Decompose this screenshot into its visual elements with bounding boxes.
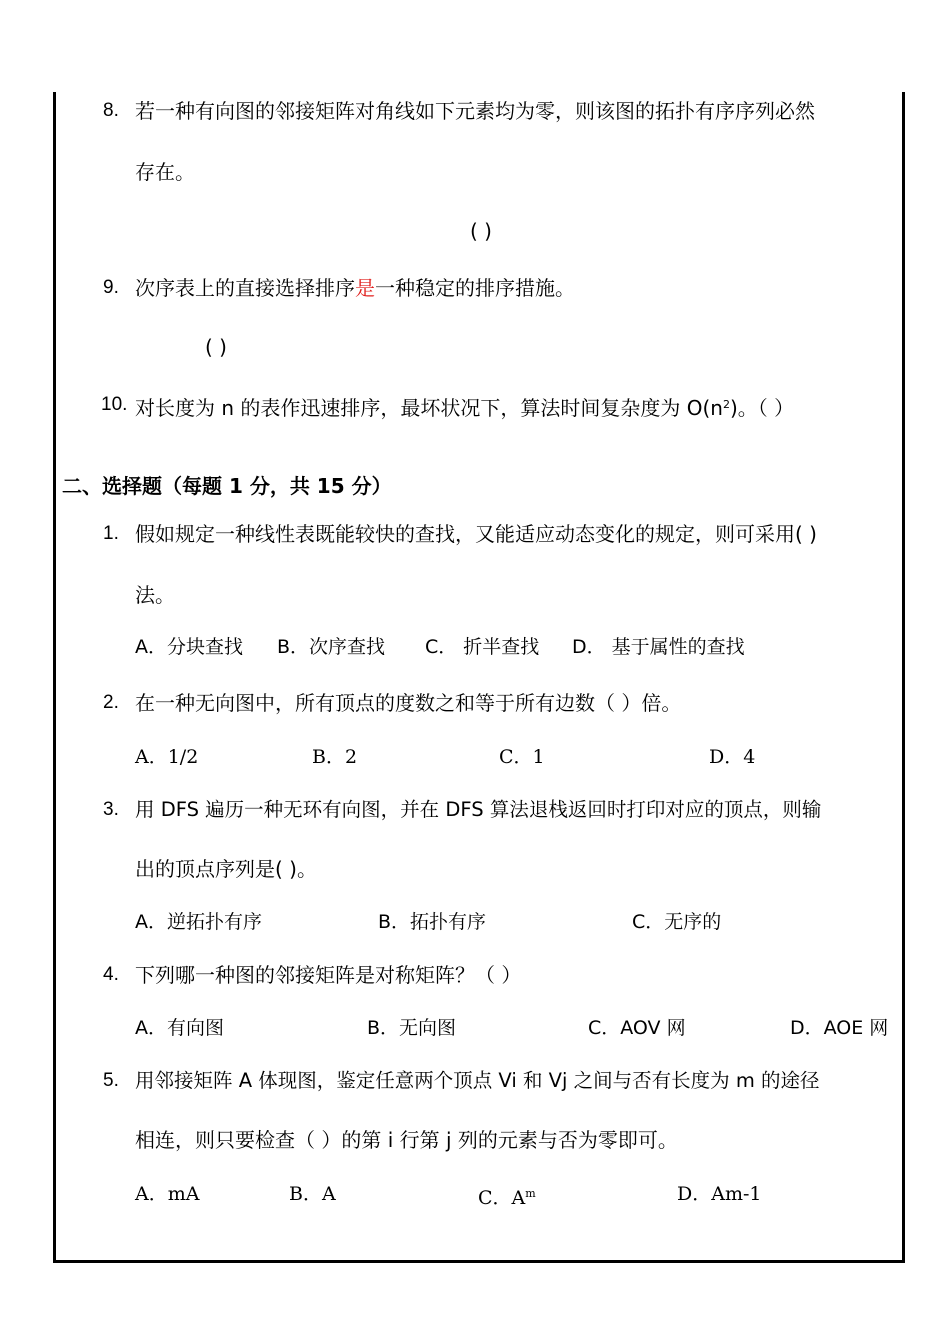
question-text: 用邻接矩阵 A 体现图，鉴定任意两个顶点 Vi 和 Vj 之间与否有长度为 m 的途径 xyxy=(135,1069,820,1092)
option-b: B．2 xyxy=(312,746,358,768)
question-text: 对长度为 n 的表作迅速排序，最坏状况下，算法时间复杂度为 $O(n^2)$。（ ） xyxy=(135,396,795,420)
question-text: 相连，则只要检查（ ）的第 i 行第 j 列的元素与否为零即可。 xyxy=(135,1128,678,1152)
question-text: 下列哪一种图的邻接矩阵是对称矩阵？（ ） xyxy=(135,963,522,987)
option-b: B．次序查找 xyxy=(277,636,386,658)
question-text: 在一种无向图中，所有顶点的度数之和等于所有边数（ ）倍。 xyxy=(135,691,682,715)
option-b: B．拓扑有序 xyxy=(378,911,487,933)
option-a: A．有向图 xyxy=(135,1017,224,1039)
question-text: 用 DFS 遍历一种无环有向图，并在 DFS 算法退栈返回时打印对应的顶点，则输 xyxy=(135,798,822,821)
question-text: 次序表上的直接选择排序是一种稳定的排序措施。 xyxy=(135,276,575,300)
option-a: A．1/2 xyxy=(135,746,199,768)
question-text: 假如规定一种线性表既能较快的查找，又能适应动态变化的规定，则可采用( ) xyxy=(135,522,817,546)
option-b: B．无向图 xyxy=(367,1017,457,1039)
option-d: D．4 xyxy=(709,746,756,768)
option-d: D． 基于属性的查找 xyxy=(572,636,745,658)
option-d: D．Am-1 xyxy=(677,1183,762,1205)
section-heading: 二、选择题（每题 1 分，共 15 分） xyxy=(62,474,392,498)
question-number: 2. xyxy=(103,692,119,713)
question-text: 存在。 xyxy=(135,160,195,184)
option-c: C．$A^m$ xyxy=(478,1187,536,1209)
question-text: 若一种有向图的邻接矩阵对角线如下元素均为零，则该图的拓扑有序序列必然 xyxy=(135,99,815,123)
option-a: A．逆拓扑有序 xyxy=(135,911,262,933)
question-number: 9. xyxy=(103,277,119,298)
question-number: 5. xyxy=(103,1070,119,1091)
option-c: C．无序的 xyxy=(632,911,722,933)
question-number: 4. xyxy=(103,964,119,985)
answer-blank: ( ) xyxy=(205,335,227,359)
option-b: B．A xyxy=(289,1183,336,1205)
question-text: 出的顶点序列是( )。 xyxy=(135,857,317,881)
option-a: A．mA xyxy=(135,1183,200,1205)
question-number: 3. xyxy=(103,799,119,820)
question-number: 1. xyxy=(103,523,119,544)
answer-blank: ( ) xyxy=(470,219,492,243)
question-number: 8. xyxy=(103,100,119,121)
option-c: C．AOV 网 xyxy=(588,1017,686,1039)
option-a: A．分块查找 xyxy=(135,636,243,658)
question-number: 10. xyxy=(101,394,128,415)
question-text: 法。 xyxy=(135,583,175,607)
option-c: C． 折半查找 xyxy=(425,636,540,658)
option-d: D．AOE 网 xyxy=(790,1017,889,1039)
highlighted-word: 是 xyxy=(355,276,375,300)
option-c: C．1 xyxy=(499,746,545,768)
